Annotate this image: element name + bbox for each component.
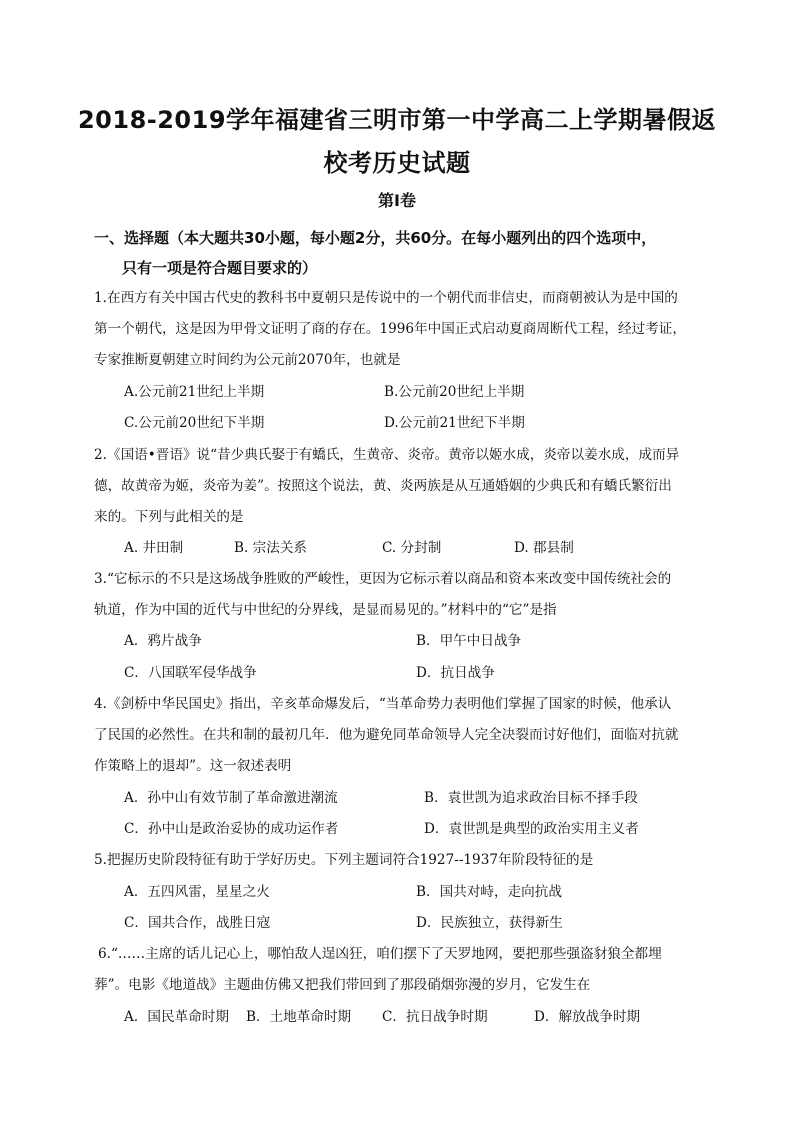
option-c: C.公元前20世纪下半期 [124,415,265,431]
option-c: C．八国联军侵华战争 [124,665,257,681]
question-text-line: 葬”。电影《地道战》主题曲仿佛又把我们带回到了那段硝烟弥漫的岁月，它发生在 [94,977,591,993]
question-text-line: 了民国的必然性。在共和制的最初几年．他为避免同革命领导人完全决裂而讨好他们，面临对抗就 [94,727,679,743]
option-b: B. 宗法关系 [234,540,308,556]
option-a: A.公元前21世纪上半期 [124,384,265,400]
option-a: A．鸦片战争 [124,633,202,649]
option-a: A．五四风雷，星星之火 [124,884,270,900]
question-text-line: 1.在西方有关中国古代史的教科书中夏朝只是传说中的一个朝代而非信史，而商朝被认为是中国的 [94,290,678,306]
question-text-line: 6.“……主席的话儿记心上，哪怕敌人逞凶狂，咱们摆下了天罗地网，要把那些强盗豺狼全都埋 [98,946,662,962]
option-d: D．解放战争时期 [534,1009,641,1025]
option-b: B．袁世凯为追求政治目标不择手段 [424,790,638,806]
volume-heading: 第Ⅰ卷 [378,191,416,210]
question-text-line: 轨道，作为中国的近代与中世纪的分界线，是显而易见的。”材料中的“它”是指 [94,602,557,618]
section-heading-line-2: 只有一项是符合题目要求的） [122,259,318,277]
option-b: B．土地革命时期 [246,1009,352,1025]
section-heading [94,223,734,283]
option-d: D．抗日战争 [416,665,495,681]
question-text-line: 第一个朝代，这是因为甲骨文证明了商的存在。1996年中国正式启动夏商周断代工程，经过考证， [94,321,686,337]
option-d: D.公元前21世纪下半期 [384,415,525,431]
option-d: D．袁世凯是典型的政治实用主义者 [424,821,639,837]
option-c: C. 分封制 [382,540,442,556]
section-heading-line-1: 一、选择题（本大题共30小题，每小题2分，共60分。在每小题列出的四个选项中， [94,229,657,247]
option-d: D．民族独立，获得新生 [416,915,563,931]
option-c: C．孙中山是政治妥协的成功运作者 [124,821,339,837]
option-a: A．国民革命时期 [124,1009,229,1025]
question-text-line: 来的。下列与此相关的是 [94,509,244,525]
option-b: B．甲午中日战争 [416,633,522,649]
question-text-line: 4.《剑桥中华民国史》指出，辛亥革命爆发后，“当革命势力表明他们掌握了国家的时候，他承认 [94,696,672,712]
question-text-line: 专家推断夏朝建立时间约为公元前2070年，也就是 [94,352,401,368]
question-text-line: 德，故黄帝为姬，炎帝为姜”。按照这个说法，黄、炎两族是从互通婚姻的少典氏和有蟜氏繁衍出 [94,478,672,494]
option-c: C．国共合作，战胜日寇 [124,915,271,931]
option-a: A. 井田制 [124,540,184,556]
option-c: C．抗日战争时期 [382,1009,488,1025]
question-text-line: 作策略上的退却”。这一叙述表明 [94,758,292,774]
option-d: D. 郡县制 [514,540,574,556]
question-text-line: 3.“它标示的不只是这场战争胜败的严峻性，更因为它标示着以商品和资本来改变中国传统社会的 [94,571,672,587]
question-text-line: 5.把握历史阶段特征有助于学好历史。下列主题词符合1927--1937年阶段特征的是 [94,852,594,868]
option-b: B.公元前20世纪上半期 [384,384,525,400]
exam-title-line-2: 校考历史试题 [323,149,471,177]
question-text-line: 2.《国语•晋语》说“昔少典氏娶于有蟜氏，生黄帝、炎帝。黄帝以姬水成，炎帝以姜水成，成而异 [94,447,680,463]
exam-title-line-1: 2018-2019学年福建省三明市第一中学高二上学期暑假返 [77,106,717,134]
option-a: A．孙中山有效节制了革命激进潮流 [124,790,338,806]
option-b: B．国共对峙，走向抗战 [416,884,562,900]
